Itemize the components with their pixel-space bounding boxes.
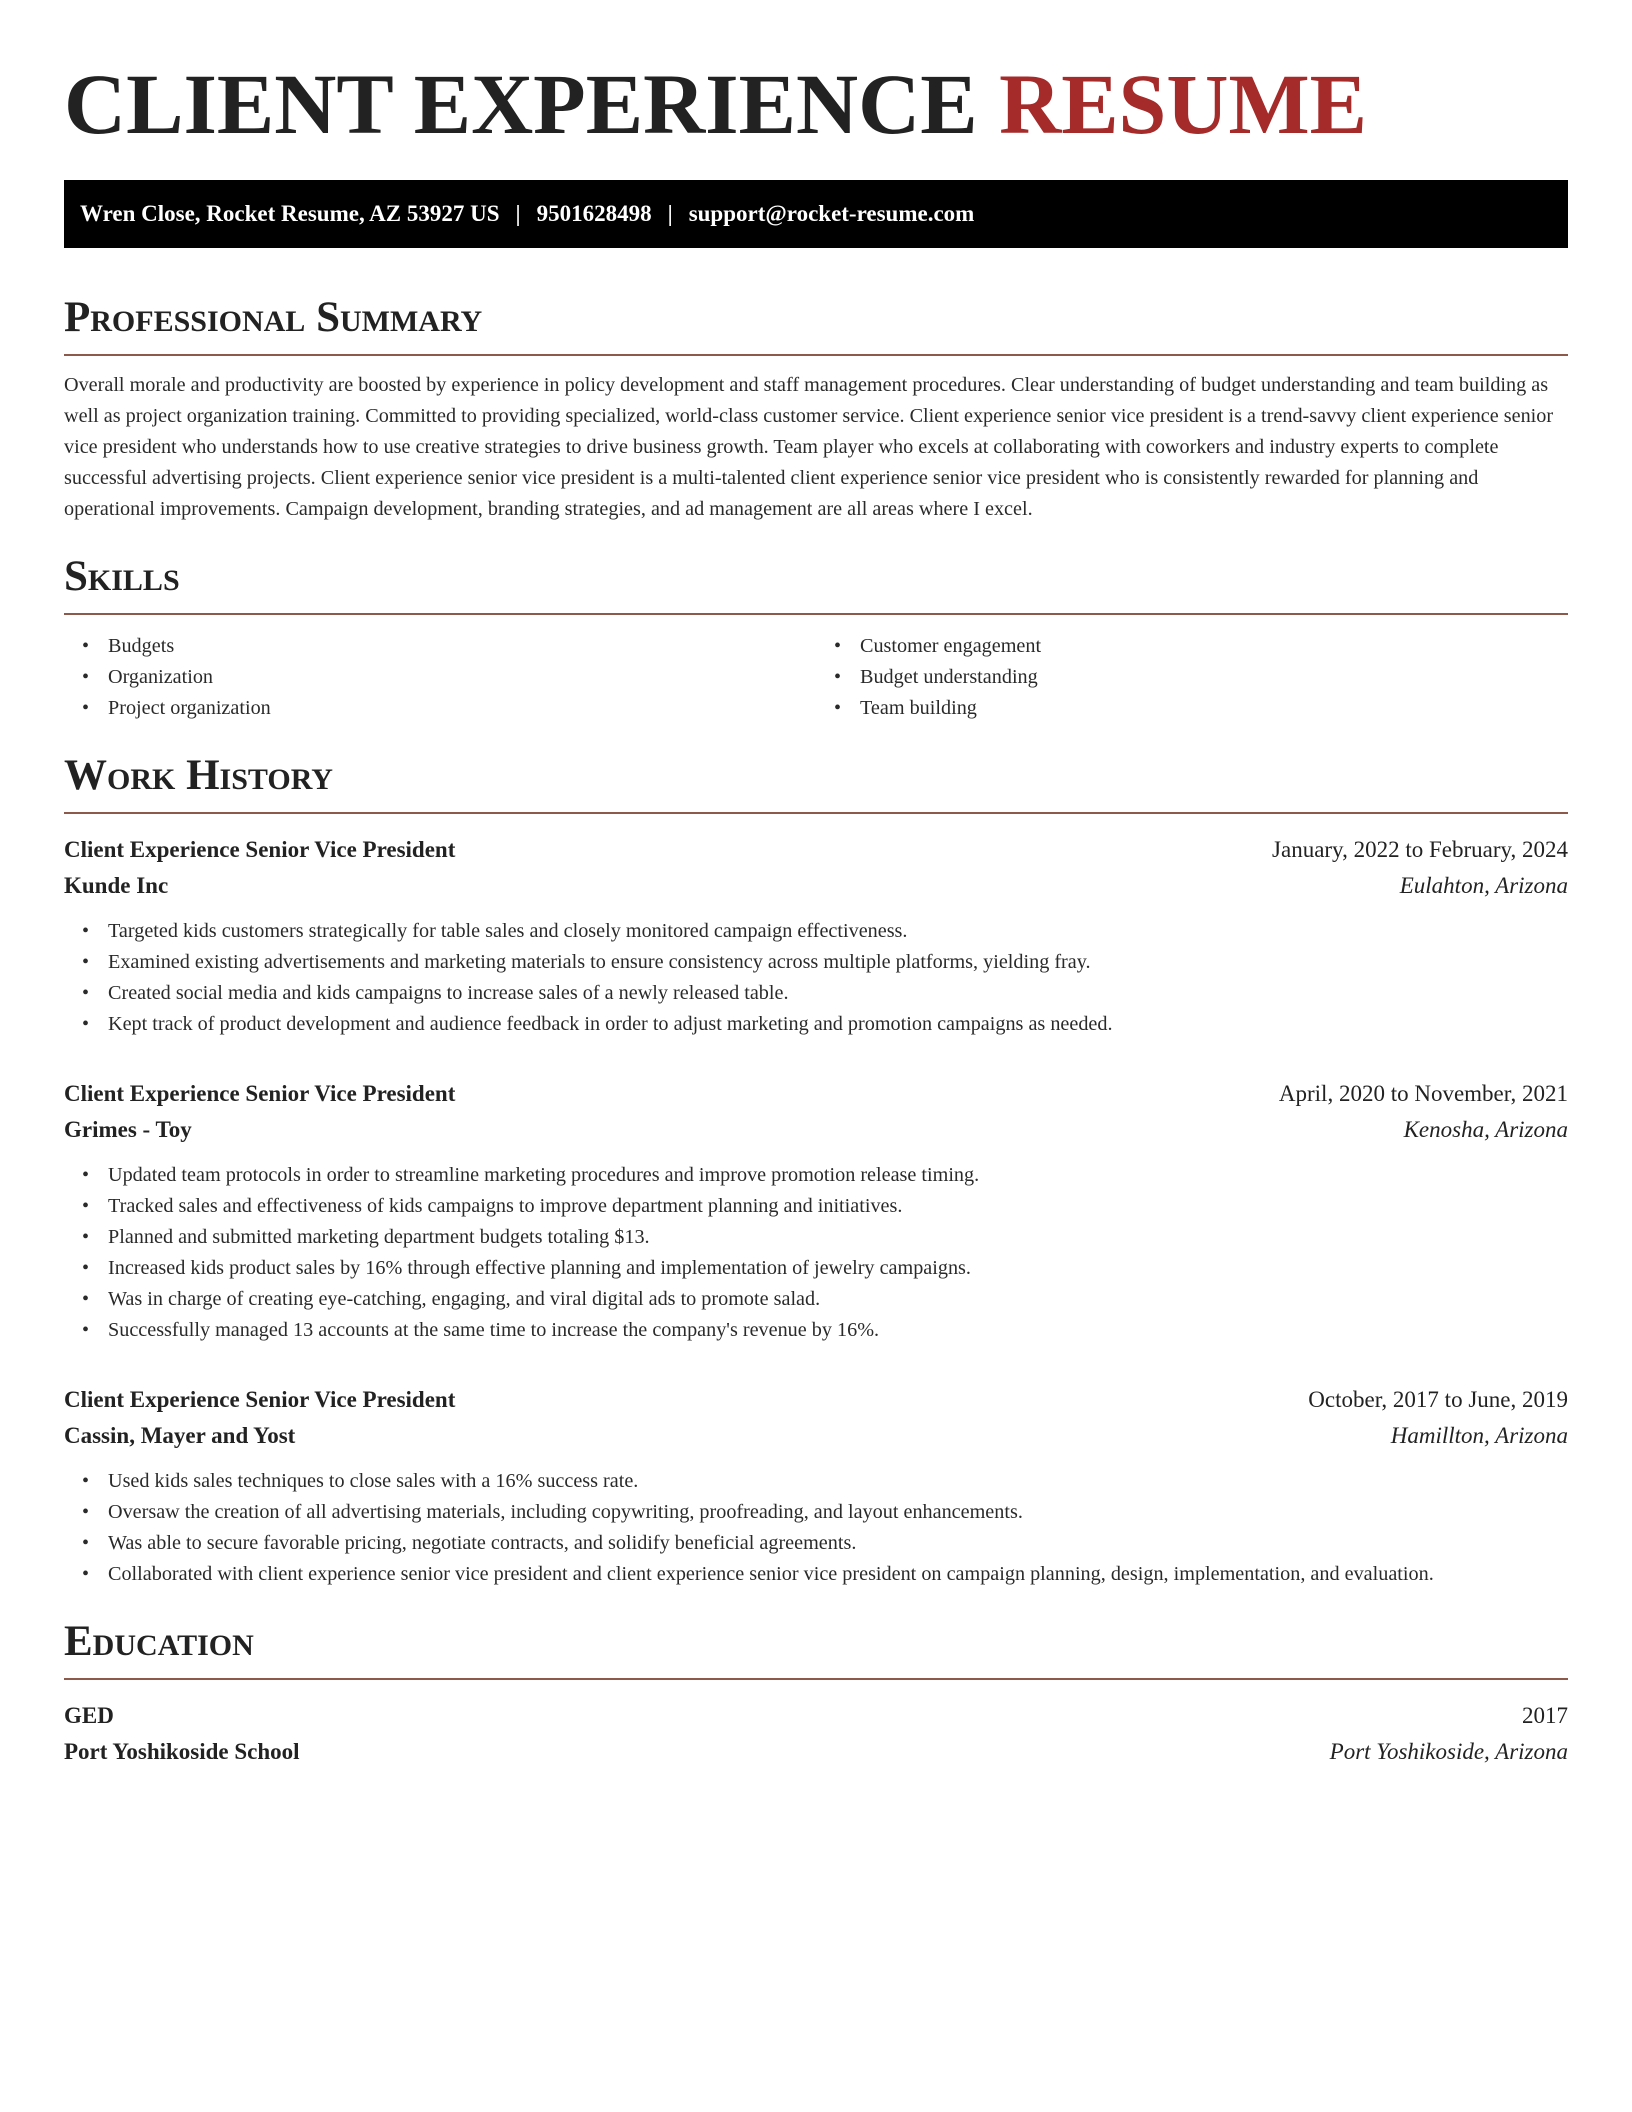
job-bullet: • Updated team protocols in order to streamline marketing procedures and improve promotion release timing. xyxy=(108,1160,1568,1191)
title-main: CLIENT EXPERIENCE xyxy=(64,56,978,152)
job-bullet: • Created social media and kids campaigns to increase sales of a newly released table. xyxy=(108,978,1568,1009)
skill-item: • Project organization xyxy=(108,693,816,724)
job-bullet: • Tracked sales and effectiveness of kids campaigns to improve department planning and initiatives. xyxy=(108,1191,1568,1222)
title-accent: RESUME xyxy=(999,56,1368,152)
job-bullet: • Was in charge of creating eye-catching, engaging, and viral digital ads to promote salad. xyxy=(108,1284,1568,1315)
education-degree: GED xyxy=(64,1703,114,1728)
job-dates: October, 2017 to June, 2019 xyxy=(1308,1387,1568,1412)
skills-columns xyxy=(64,631,1568,724)
job-bullet: • Successfully managed 13 accounts at the same time to increase the company's revenue by 16%. xyxy=(108,1315,1568,1346)
job-bullets xyxy=(64,1160,1568,1346)
job-location: Hamillton, Arizona xyxy=(1390,1423,1568,1448)
education-school: Port Yoshikoside School xyxy=(64,1739,300,1764)
job-title-row xyxy=(64,1076,1568,1112)
job-entry xyxy=(64,1076,1568,1346)
job-bullets xyxy=(64,916,1568,1040)
job-title-row xyxy=(64,1382,1568,1418)
job-company: Cassin, Mayer and Yost xyxy=(64,1423,296,1448)
job-entry xyxy=(64,1382,1568,1590)
job-bullet: • Was able to secure favorable pricing, negotiate contracts, and solidify beneficial agreements. xyxy=(108,1528,1568,1559)
skills-list-right xyxy=(816,631,1568,724)
job-bullet: • Increased kids product sales by 16% through effective planning and implementation of jewelry campaigns. xyxy=(108,1253,1568,1284)
job-bullet: • Planned and submitted marketing department budgets totaling $13. xyxy=(108,1222,1568,1253)
skills-heading: Skills xyxy=(64,551,1568,615)
education-school-row xyxy=(64,1734,1568,1770)
summary-heading: Professional Summary xyxy=(64,292,1568,356)
job-bullets xyxy=(64,1466,1568,1590)
contact-bar xyxy=(64,180,1568,248)
job-bullet: • Kept track of product development and audience feedback in order to adjust marketing and promotion campaigns as needed. xyxy=(108,1009,1568,1040)
job-company: Grimes - Toy xyxy=(64,1117,192,1142)
summary-text: Overall morale and productivity are boosted by experience in policy development and staff management procedures. Clear understanding of budget understanding and team building as well as project organization training. Committed to providing specialized, world-class customer service. Client experience senior vice president is a trend-savvy client experience senior vice president who understands how to use creative strategies to drive business growth. Team player who excels at collaborating with coworkers and industry experts to complete successful advertising projects. Client experience senior vice president is a multi-talented client experience senior vice president who is consistently rewarded for planning and operational improvements. Campaign development, branding strategies, and ad management are all areas where I excel. xyxy=(64,374,1554,520)
job-bullet: • Used kids sales techniques to close sales with a 16% success rate. xyxy=(108,1466,1568,1497)
job-title-row xyxy=(64,832,1568,868)
education-entry xyxy=(64,1698,1568,1770)
job-bullet: • Oversaw the creation of all advertising materials, including copywriting, proofreading, and layout enhancements. xyxy=(108,1497,1568,1528)
resume-title xyxy=(64,58,1568,150)
skills-list-left xyxy=(64,631,816,724)
skill-item: • Budgets xyxy=(108,631,816,662)
job-company-row xyxy=(64,1418,1568,1454)
education-location: Port Yoshikoside, Arizona xyxy=(1329,1739,1568,1764)
job-dates: April, 2020 to November, 2021 xyxy=(1278,1081,1568,1106)
job-dates: January, 2022 to February, 2024 xyxy=(1272,837,1568,862)
job-location: Kenosha, Arizona xyxy=(1403,1117,1568,1142)
skill-item: • Organization xyxy=(108,662,816,693)
job-company-row xyxy=(64,1112,1568,1148)
skill-item: • Team building xyxy=(860,693,1568,724)
job-company-row xyxy=(64,868,1568,904)
contact-email: support@rocket-resume.com xyxy=(688,201,975,226)
work-history-heading: Work History xyxy=(64,750,1568,814)
job-title: Client Experience Senior Vice President xyxy=(64,1081,456,1106)
education-degree-row xyxy=(64,1698,1568,1734)
skill-item: • Customer engagement xyxy=(860,631,1568,662)
education-year: 2017 xyxy=(1522,1703,1568,1728)
job-location: Eulahton, Arizona xyxy=(1399,873,1568,898)
job-bullet: • Collaborated with client experience senior vice president and client experience senior vice president on campaign planning, design, implementation, and evaluation. xyxy=(108,1559,1568,1590)
contact-separator: | xyxy=(667,201,673,226)
education-heading: Education xyxy=(64,1616,1568,1680)
skill-item: • Budget understanding xyxy=(860,662,1568,693)
contact-phone: 9501628498 xyxy=(536,201,652,226)
job-title: Client Experience Senior Vice President xyxy=(64,1387,456,1412)
contact-separator: | xyxy=(515,201,521,226)
job-bullet: • Examined existing advertisements and marketing materials to ensure consistency across multiple platforms, yielding fray. xyxy=(108,947,1568,978)
job-company: Kunde Inc xyxy=(64,873,169,898)
job-entry xyxy=(64,832,1568,1040)
job-title: Client Experience Senior Vice President xyxy=(64,837,456,862)
job-bullet: • Targeted kids customers strategically for table sales and closely monitored campaign effectiveness. xyxy=(108,916,1568,947)
contact-address: Wren Close, Rocket Resume, AZ 53927 US xyxy=(80,201,500,226)
